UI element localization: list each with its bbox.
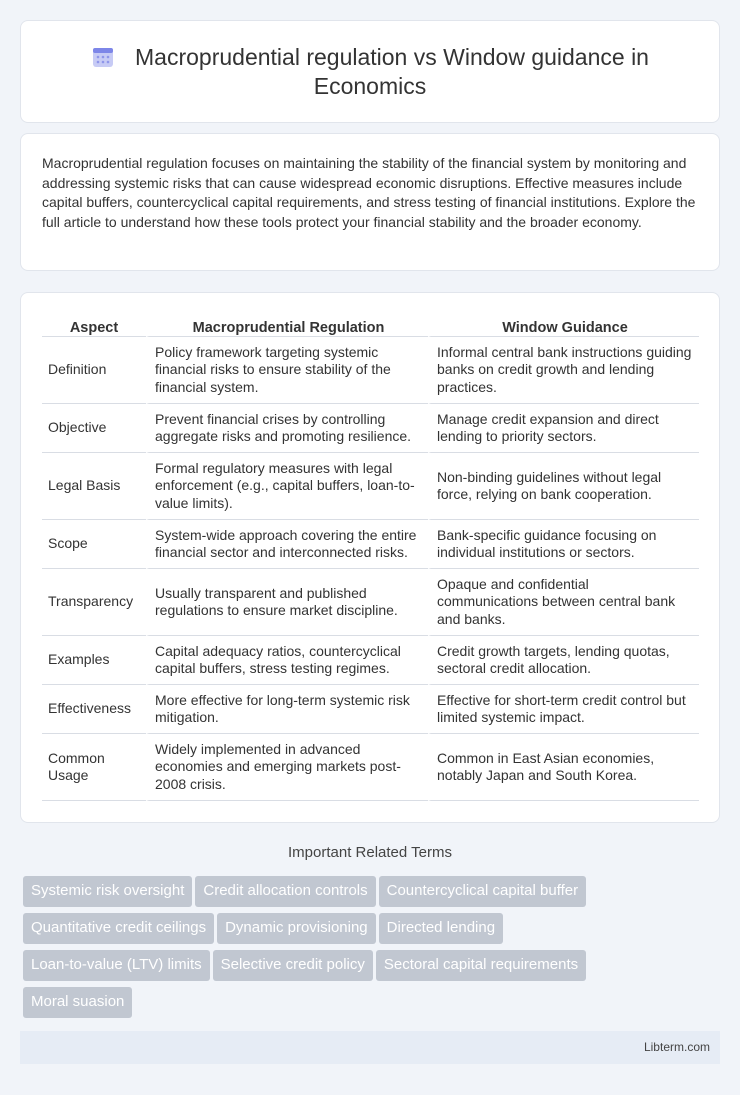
row-aspect: Common Usage: [42, 734, 146, 801]
table-header-row: [42, 315, 699, 337]
row-aspect: Examples: [42, 636, 146, 685]
intro-card: [20, 133, 720, 271]
table-row: [42, 636, 699, 685]
comparison-table: [42, 315, 699, 801]
related-term-tag[interactable]: Sectoral capital requirements: [376, 950, 586, 981]
related-term-tag[interactable]: Credit allocation controls: [195, 876, 375, 907]
row-window-guidance: Common in East Asian economies, notably Japan and South Korea.: [428, 734, 699, 801]
page-title-line-2: Economics: [313, 73, 427, 99]
row-macroprudential: Formal regulatory measures with legal enforcement (e.g., capital buffers, loan-to-value limits).: [146, 453, 428, 520]
related-term-tag[interactable]: Dynamic provisioning: [217, 913, 376, 944]
calendar-grid-icon: [91, 45, 115, 69]
related-term-tag[interactable]: Moral suasion: [23, 987, 132, 1018]
row-window-guidance: Bank-specific guidance focusing on individual institutions or sectors.: [428, 520, 699, 569]
table-row: [42, 569, 699, 636]
row-window-guidance: Credit growth targets, lending quotas, sectoral credit allocation.: [428, 636, 699, 685]
row-window-guidance: Manage credit expansion and direct lending to priority sectors.: [428, 404, 699, 453]
table-row: [42, 685, 699, 734]
table-row: [42, 404, 699, 453]
row-aspect: Scope: [42, 520, 146, 569]
related-term-tag[interactable]: Quantitative credit ceilings: [23, 913, 214, 944]
intro-paragraph: Macroprudential regulation focuses on maintaining the stability of the financial system by monitoring and addressing systemic risks that can cause widespread economic disruptions. Effective measures include capital buffers, countercyclical capital requirements, and stress testing of financial institutions. Explore the full article to understand how these tools protect your financial stability and the broader economy.: [42, 155, 696, 230]
table-row: [42, 520, 699, 569]
related-term-tag[interactable]: Loan-to-value (LTV) limits: [23, 950, 210, 981]
row-aspect: Transparency: [42, 569, 146, 636]
comparison-card: [20, 292, 720, 823]
row-window-guidance: Opaque and confidential communications between central bank and banks.: [428, 569, 699, 636]
row-macroprudential: Usually transparent and published regulations to ensure market discipline.: [146, 569, 428, 636]
header-card: [20, 20, 720, 123]
row-aspect: Definition: [42, 337, 146, 404]
footer: [20, 1031, 720, 1064]
row-window-guidance: Non-binding guidelines without legal force, relying on bank cooperation.: [428, 453, 699, 520]
row-macroprudential: Prevent financial crises by controlling aggregate risks and promoting resilience.: [146, 404, 428, 453]
row-aspect: Effectiveness: [42, 685, 146, 734]
related-terms-heading: Important Related Terms: [288, 844, 452, 861]
header-window-guidance: Window Guidance: [428, 315, 699, 337]
table-row: [42, 734, 699, 801]
row-macroprudential: System-wide approach covering the entire financial sector and interconnected risks.: [146, 520, 428, 569]
row-macroprudential: Widely implemented in advanced economies and emerging markets post-2008 crisis.: [146, 734, 428, 801]
related-term-tag[interactable]: Countercyclical capital buffer: [379, 876, 586, 907]
table-row: [42, 453, 699, 520]
row-aspect: Objective: [42, 404, 146, 453]
related-term-tag[interactable]: Systemic risk oversight: [23, 876, 192, 907]
row-window-guidance: Effective for short-term credit control but limited systemic impact.: [428, 685, 699, 734]
row-window-guidance: Informal central bank instructions guiding banks on credit growth and lending practices.: [428, 337, 699, 404]
table-row: [42, 337, 699, 404]
row-aspect: Legal Basis: [42, 453, 146, 520]
related-terms-list: [23, 876, 663, 1024]
row-macroprudential: Policy framework targeting systemic financial risks to ensure stability of the financial system.: [146, 337, 428, 404]
related-term-tag[interactable]: Directed lending: [379, 913, 503, 944]
footer-site-link[interactable]: Libterm.com: [643, 1040, 710, 1054]
related-term-tag[interactable]: Selective credit policy: [213, 950, 373, 981]
row-macroprudential: More effective for long-term systemic risk mitigation.: [146, 685, 428, 734]
row-macroprudential: Capital adequacy ratios, countercyclical capital buffers, stress testing regimes.: [146, 636, 428, 685]
header-macroprudential: Macroprudential Regulation: [146, 315, 428, 337]
header-aspect: Aspect: [42, 315, 146, 337]
page-title-line-1: Macroprudential regulation vs Window guidance in: [135, 44, 649, 70]
